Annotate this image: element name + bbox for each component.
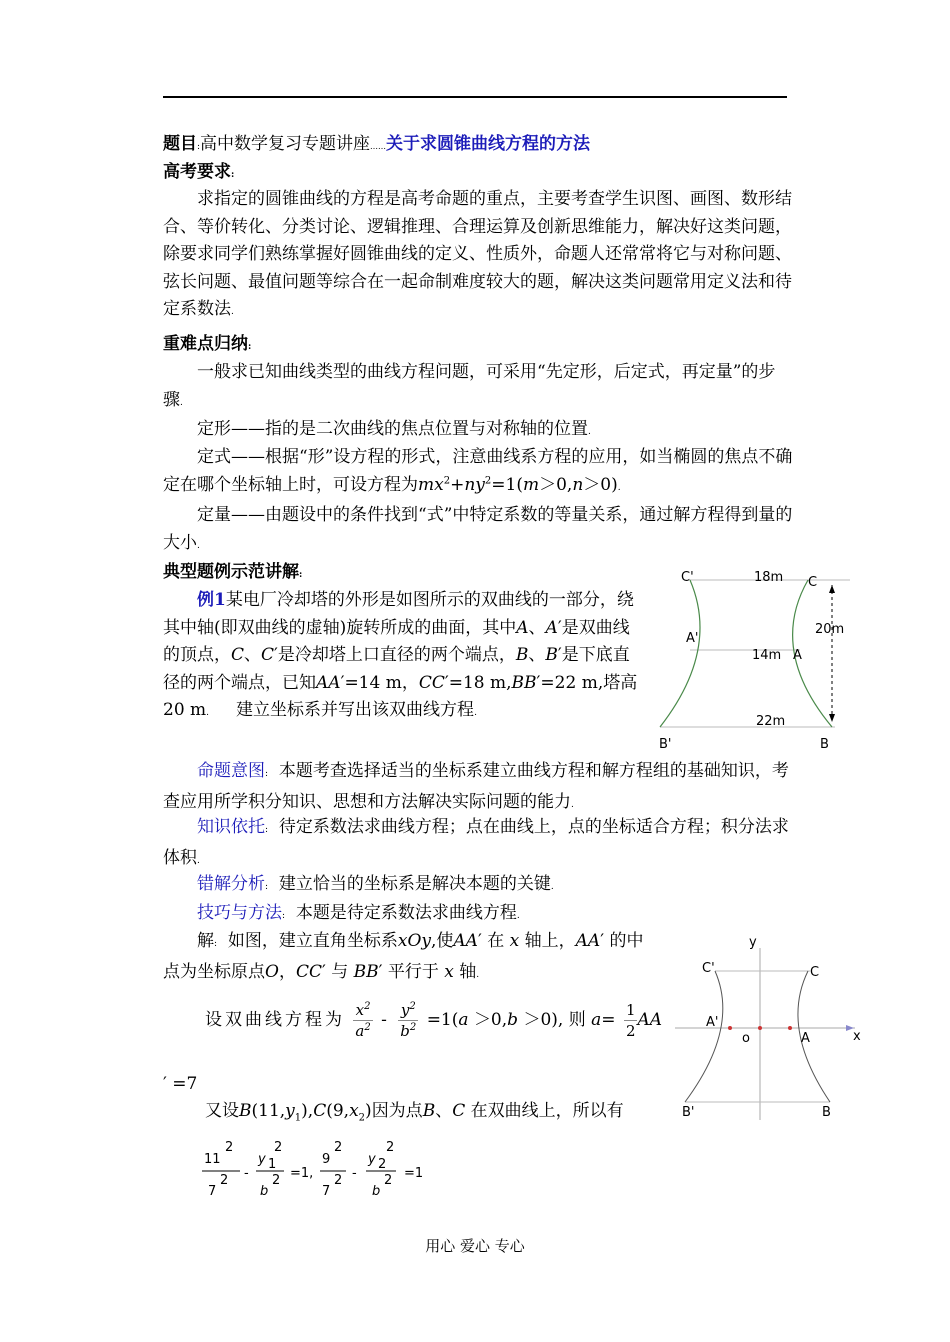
svg-text:o: o	[742, 1031, 750, 1046]
svg-text:2: 2	[334, 1140, 343, 1155]
error-paragraph: 错解分析: 建立恰当的坐标系是解决本题的关键.	[197, 874, 554, 894]
svg-text:y: y	[368, 1152, 376, 1167]
example-1-text: 例1某电厂冷却塔的外形是如图所示的双曲线的一部分，绕其中轴(即双曲线的虚轴)旋转所成的曲面，其中A、A′是双曲线的顶点，C、C′是冷却塔上口直径的两个端点，B、B′是下底直径的两个端点，已知AA′=14 m，CC′=18 m,BB′=22 m,塔高20 m. 建立坐标系并写出该双曲线方程.	[163, 590, 638, 720]
left-hyperbola-branch	[660, 580, 700, 727]
page-footer: 用心 爱心 专心	[425, 1237, 525, 1255]
svg-text:-: -	[244, 1166, 249, 1181]
header-rule	[163, 96, 787, 98]
svg-text:2: 2	[378, 1157, 387, 1172]
key-points-p3: 定式——根据“形”设方程的形式，注意曲线系方程的应用，如当椭圆的焦点不确定在哪个坐标轴上时，可设方程为$mx^2+ny^2=1(m>0,n>0)$.	[163, 447, 793, 495]
svg-text:2: 2	[225, 1140, 234, 1155]
basis-label: 知识依托	[197, 817, 265, 837]
intent-label: 命题意图	[197, 761, 265, 781]
points-line: 又设$B(11,y_1),C(9,x_2)$因为点B、C 在双曲线上，所以有	[205, 1101, 624, 1124]
left-branch	[685, 971, 723, 1102]
svg-text:C': C'	[702, 961, 715, 976]
svg-text:A': A'	[686, 631, 699, 646]
heading-key-points: 重难点归纳:	[163, 334, 252, 354]
svg-text:y: y	[749, 935, 757, 950]
svg-text:-: -	[352, 1166, 357, 1181]
svg-text:1: 1	[268, 1157, 277, 1172]
cooling-tower-figure	[650, 565, 870, 755]
title-highlight: 关于求圆锥曲线方程的方法	[386, 134, 591, 154]
example-label: 例1	[197, 590, 226, 610]
svg-text:B: B	[820, 737, 829, 752]
svg-text:=1,: =1,	[290, 1166, 314, 1181]
skill-paragraph: 技巧与方法: 本题是待定系数法求曲线方程.	[197, 903, 520, 923]
title-text: 高中数学复习专题讲座	[200, 134, 371, 154]
heading-requirements: 高考要求:	[163, 162, 235, 182]
svg-text:22m: 22m	[756, 714, 786, 729]
coordinate-figure	[670, 930, 870, 1125]
set-equation-tail: ′ =7	[163, 1074, 198, 1094]
svg-text:A: A	[793, 648, 802, 663]
svg-text:C: C	[808, 575, 818, 590]
heading-examples: 典型题例示范讲解:	[163, 562, 303, 582]
svg-text:B: B	[822, 1105, 831, 1120]
set-equation-line: 设双曲线方程为 $\frac{x^2}{a^2}$ - $\frac{y^2}{b^2}$ =1(a ＞0,b ＞0), 则 a= $\frac{1}{2}$ AA	[205, 1001, 663, 1040]
system-equation	[200, 1135, 460, 1203]
key-points-p1: 一般求已知曲线类型的曲线方程问题，可采用“先定形，后定式，再定量”的步骤.	[163, 362, 776, 410]
svg-text:C': C'	[681, 570, 694, 585]
svg-text:9: 9	[322, 1152, 331, 1167]
svg-text:=1: =1	[404, 1166, 424, 1181]
skill-label: 技巧与方法	[197, 903, 282, 923]
title-label: 题目	[163, 134, 197, 154]
svg-text:14m: 14m	[752, 648, 782, 663]
svg-text:b: b	[372, 1184, 381, 1199]
doc-title: 题目:高中数学复习专题讲座……关于求圆锥曲线方程的方法	[163, 134, 591, 154]
svg-text:2: 2	[384, 1173, 393, 1188]
requirements-paragraph: 求指定的圆锥曲线的方程是高考命题的重点，主要考查学生识图、画图、数形结合、等价转化、分类讨论、逻辑推理、合理运算及创新思维能力，解决好这类问题，除要求同学们熟练掌握好圆锥曲线的定义、性质外，命题人还常常将它与对称问题、弦长问题、最值问题等综合在一起命制难度较大的题，解决这类问题常用定义法和待定系数法.	[163, 189, 792, 319]
svg-text:2: 2	[274, 1140, 283, 1155]
error-label: 错解分析	[197, 874, 265, 894]
solution-paragraph: 解: 如图，建立直角坐标系xOy,使AA′ 在 x 轴上，AA′ 的中点为坐标原点O，CC′ 与 BB′ 平行于 x 轴.	[163, 931, 644, 982]
svg-text:7: 7	[208, 1184, 217, 1199]
svg-text:2: 2	[272, 1173, 281, 1188]
svg-text:20m: 20m	[815, 622, 845, 637]
key-points-p4: 定量——由题设中的条件找到“式”中特定系数的等量关系，通过解方程得到量的大小.	[163, 505, 793, 553]
svg-text:C: C	[810, 965, 820, 980]
svg-text:7: 7	[322, 1184, 331, 1199]
svg-text:2: 2	[386, 1140, 395, 1155]
svg-text:A: A	[801, 1031, 810, 1046]
svg-text:x: x	[853, 1029, 861, 1044]
svg-text:B': B'	[659, 737, 672, 752]
svg-text:b: b	[260, 1184, 269, 1199]
svg-text:11: 11	[204, 1152, 221, 1167]
svg-text:2: 2	[334, 1173, 343, 1188]
svg-text:y: y	[258, 1152, 266, 1167]
intent-paragraph: 命题意图: 本题考查选择适当的坐标系建立曲线方程和解方程组的基础知识，考查应用所学积分知识、思想和方法解决实际问题的能力.	[163, 761, 789, 812]
svg-text:2: 2	[220, 1173, 229, 1188]
title-dots: ……	[370, 142, 387, 151]
svg-text:18m: 18m	[754, 570, 784, 585]
svg-text:B': B'	[682, 1105, 695, 1120]
svg-text:A': A'	[706, 1015, 719, 1030]
key-points-p2: 定形——指的是二次曲线的焦点位置与对称轴的位置.	[197, 419, 591, 439]
basis-paragraph: 知识依托: 待定系数法求曲线方程；点在曲线上，点的坐标适合方程；积分法求体积.	[163, 817, 789, 868]
